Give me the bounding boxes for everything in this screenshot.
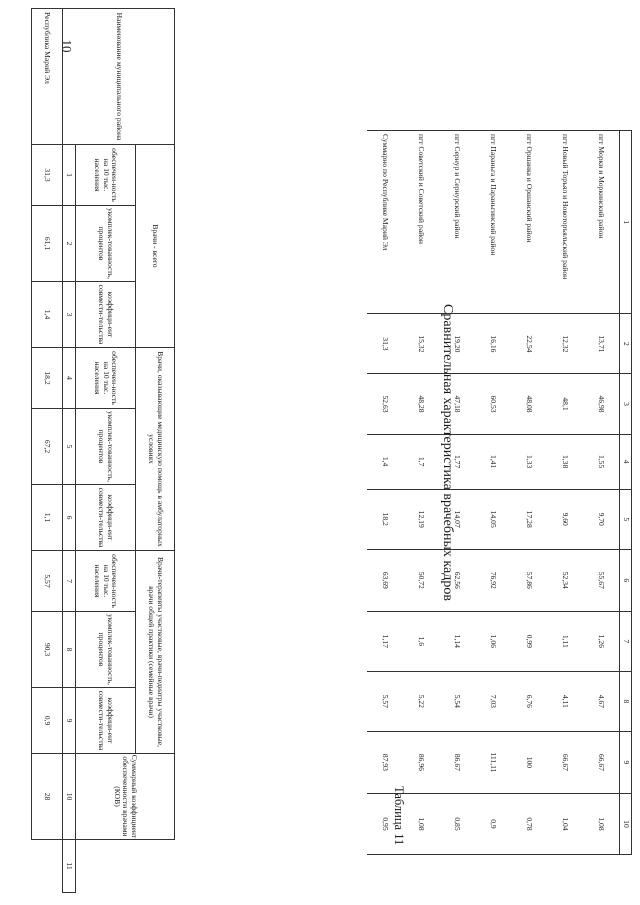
cell-value: 1,55 [583, 434, 620, 489]
cell-value: 48,28 [403, 374, 439, 434]
col-number: 1 [63, 145, 76, 206]
col-number: 2 [620, 314, 632, 374]
cell-value: 1,26 [583, 611, 620, 671]
table-row [367, 131, 403, 855]
cell-value: 1,17 [367, 611, 403, 671]
page-number: 10 [59, 39, 75, 53]
cell-value: 9,60 [547, 489, 583, 549]
col-number: 1 [620, 131, 632, 314]
header-sub: укомплек-тованность, процентов [76, 409, 136, 485]
header-sub: коэффици-ент совмести-тельства [76, 282, 136, 348]
cell-value: 12,32 [547, 314, 583, 374]
cell-value: 87,93 [367, 731, 403, 793]
col-number: 6 [63, 485, 76, 551]
cell-value: 18,2 [367, 489, 403, 549]
cell-value: 66,67 [547, 731, 583, 793]
col-number: 5 [63, 409, 76, 485]
col-number: 9 [620, 731, 632, 793]
cell-value: 1,08 [583, 793, 620, 854]
row-name: Республика Марий Эл [32, 9, 63, 145]
header-total-coef: Суммарный коэффициент обеспеченности врачами (КОВ) [76, 754, 175, 840]
cell-value: 1,04 [547, 793, 583, 854]
cell-value: 47,18 [439, 374, 475, 434]
col-number: 7 [63, 551, 76, 612]
col-number: 10 [620, 793, 632, 854]
cell-value: 19,20 [439, 314, 475, 374]
cell-value: 48,08 [511, 374, 547, 434]
col-number: 10 [63, 754, 76, 840]
table-row [583, 131, 620, 855]
header-sub: обеспечен-ность на 10 тыс. населения [76, 551, 136, 612]
cell-value: 1,1 [32, 485, 63, 551]
header-sub: коэффици-ент совмести-тельства [76, 688, 136, 754]
table-row [511, 131, 547, 855]
row-name: пгт Морки и Моркинский район [583, 131, 620, 314]
header-group-total: Врачи - всего [136, 145, 175, 348]
cell-value: 60,53 [475, 374, 511, 434]
col-number: 7 [620, 611, 632, 671]
cell-value: 90,3 [32, 612, 63, 688]
cell-value: 1,11 [547, 611, 583, 671]
col-number: 8 [63, 612, 76, 688]
cell-value: 5,57 [367, 671, 403, 731]
cell-value: 46,98 [583, 374, 620, 434]
cell-value: 62,56 [439, 549, 475, 611]
cell-value: 5,57 [32, 551, 63, 612]
col-number: 4 [620, 434, 632, 489]
table-row [547, 131, 583, 855]
header-sub: укомплек-тованность, процентов [76, 206, 136, 282]
cell-value: 1,06 [475, 611, 511, 671]
row-name: Суммарно по Республике Марий Эл [367, 131, 403, 314]
col-number: 2 [63, 206, 76, 282]
cell-value: 5,54 [439, 671, 475, 731]
cell-value: 0,9 [475, 793, 511, 854]
cell-value: 4,67 [583, 671, 620, 731]
cell-value: 18,2 [32, 348, 63, 409]
table-row [475, 131, 511, 855]
cell-value: 12,19 [403, 489, 439, 549]
col-number: 3 [63, 282, 76, 348]
col-number: 11 [63, 840, 76, 893]
cell-value: 57,86 [511, 549, 547, 611]
cell-value: 86,67 [439, 731, 475, 793]
cell-value: 67,2 [32, 409, 63, 485]
row-name: пгт Параньга и Параньгинский район [475, 131, 511, 314]
cell-value: 1,7 [403, 434, 439, 489]
top-table [367, 130, 632, 855]
cell-value: 5,22 [403, 671, 439, 731]
table-row [403, 131, 439, 855]
cell-value: 55,67 [583, 549, 620, 611]
col-number: 8 [620, 671, 632, 731]
header-sub: укомплек-тованность, процентов [76, 612, 136, 688]
cell-value: 63,69 [367, 549, 403, 611]
cell-value: 100 [511, 731, 547, 793]
table-caption: Сравнительная характеристика врачебных кадров [440, 304, 455, 601]
header-group-ambulatory: Врачи, оказывающие медицинскую помощь в амбулаторных условиях [136, 348, 175, 551]
cell-value: 16,16 [475, 314, 511, 374]
header-sub: обеспечен-ность на 10 тыс. населения [76, 348, 136, 409]
cell-value: 0,99 [511, 611, 547, 671]
cell-value: 86,96 [403, 731, 439, 793]
col-number: 6 [620, 549, 632, 611]
cell-value: 14,07 [439, 489, 475, 549]
row-name: пгт Сернур и Сернурский район [439, 131, 475, 314]
cell-value: 13,71 [583, 314, 620, 374]
cell-value: 50,72 [403, 549, 439, 611]
cell-value: 111,11 [475, 731, 511, 793]
cell-value: 1,14 [439, 611, 475, 671]
row-name: пгт Оршанка и Оршанский район [511, 131, 547, 314]
cell-value: 1,77 [439, 434, 475, 489]
cell-value: 15,32 [403, 314, 439, 374]
cell-value: 22,54 [511, 314, 547, 374]
column-number-row [620, 131, 632, 855]
cell-value: 1,08 [403, 793, 439, 854]
cell-value: 0,78 [511, 793, 547, 854]
cell-value: 48,1 [547, 374, 583, 434]
cell-value: 1,4 [367, 434, 403, 489]
cell-value: 1,6 [403, 611, 439, 671]
cell-value: 17,28 [511, 489, 547, 549]
header-sub: обеспечен-ность на 10 тыс. населения [76, 145, 136, 206]
cell-value: 0,9 [32, 688, 63, 754]
cell-value: 14,05 [475, 489, 511, 549]
cell-value: 52,63 [367, 374, 403, 434]
cell-value: 7,03 [475, 671, 511, 731]
row-name: пгт Советский и Советский район [403, 131, 439, 314]
cell-value: 0,85 [439, 793, 475, 854]
header-group-district: Врачи-терапевты участковые, врачи-педиатры участковые, врачи общей практики (семейные врачи) [136, 551, 175, 754]
header-sub: коэффици-ент совмести-тельства [76, 485, 136, 551]
cell-value: 1,4 [32, 282, 63, 348]
cell-value: 6,76 [511, 671, 547, 731]
table-label: Таблица 11 [392, 786, 406, 846]
cell-value: 9,70 [583, 489, 620, 549]
table-row [32, 9, 63, 893]
col-number: 3 [620, 374, 632, 434]
cell-value: 1,41 [475, 434, 511, 489]
col-number: 9 [63, 688, 76, 754]
col-number: 5 [620, 489, 632, 549]
cell-value: 31,3 [367, 314, 403, 374]
cell-value: 66,67 [583, 731, 620, 793]
cell-value: 4,11 [547, 671, 583, 731]
col-number: 4 [63, 348, 76, 409]
cell-value: 61,1 [32, 206, 63, 282]
cell-value: 0,95 [367, 793, 403, 854]
row-name: пгт Новый Торъял и Новоторъяльский район [547, 131, 583, 314]
header-name: Наименование муниципального района [63, 9, 175, 145]
cell-value: 1,38 [547, 434, 583, 489]
cell-value: 1,33 [511, 434, 547, 489]
bottom-table [31, 8, 175, 893]
cell-value: 52,34 [547, 549, 583, 611]
cell-value: 28 [32, 754, 63, 840]
cell-value: 31,3 [32, 145, 63, 206]
cell-value: 76,92 [475, 549, 511, 611]
